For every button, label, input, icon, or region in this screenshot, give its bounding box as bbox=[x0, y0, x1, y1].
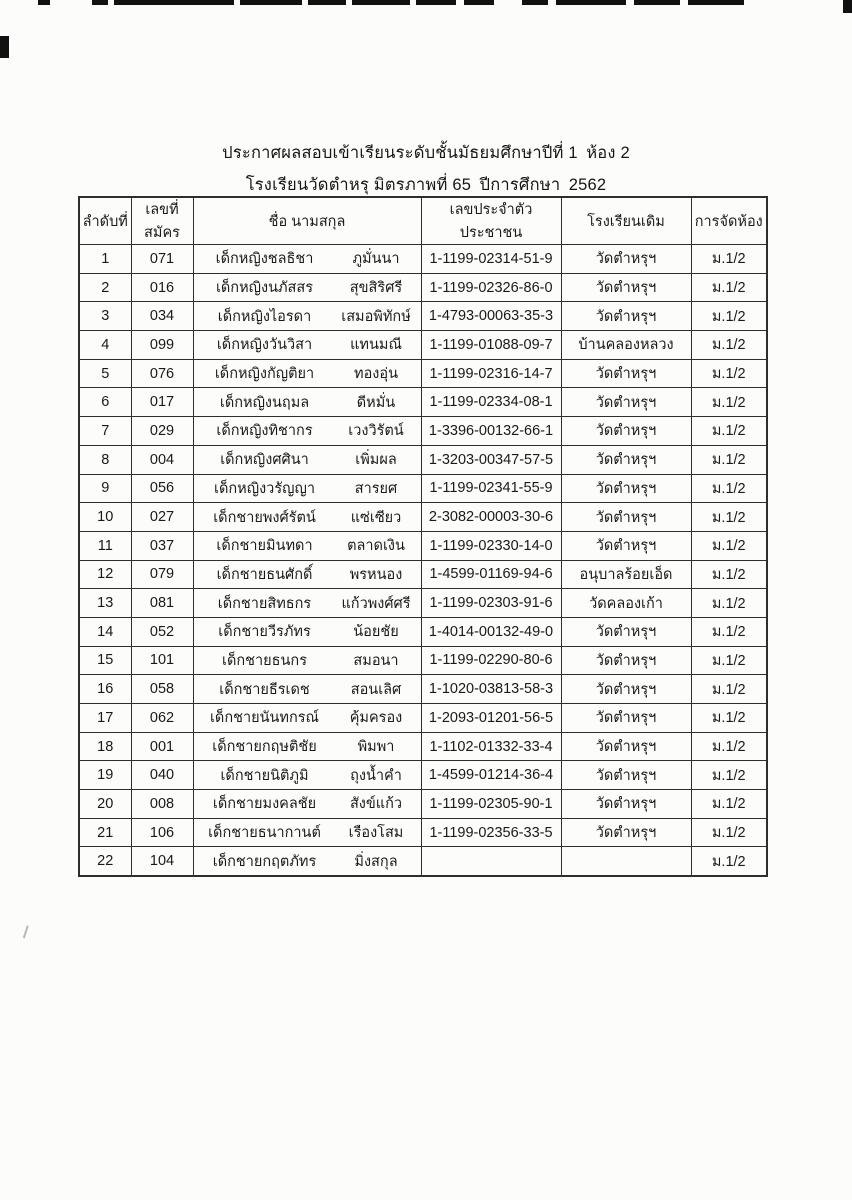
table-row bbox=[79, 302, 767, 331]
cell-full-name bbox=[193, 675, 421, 704]
cell-full-name bbox=[193, 617, 421, 646]
cell-last-name: แก้วพงศ์ศรี bbox=[341, 595, 411, 612]
cell-application-number: 016 bbox=[131, 273, 193, 302]
cell-room-assignment: ม.1/2 bbox=[691, 302, 767, 331]
cell-citizen-id: 1-1199-02305-90-1 bbox=[421, 790, 561, 819]
cell-order-number: 6 bbox=[79, 388, 131, 417]
table-row bbox=[79, 818, 767, 847]
cell-full-name bbox=[193, 818, 421, 847]
cell-full-name bbox=[193, 417, 421, 446]
cell-room-assignment: ม.1/2 bbox=[691, 388, 767, 417]
cell-former-school: วัดตำหรุฯ bbox=[561, 417, 691, 446]
cell-last-name: สังข์แก้ว bbox=[349, 796, 403, 813]
table-header-row bbox=[79, 197, 767, 245]
cell-first-name: เด็กหญิงนฤมล bbox=[219, 394, 310, 411]
cell-full-name bbox=[193, 560, 421, 589]
cell-order-number: 9 bbox=[79, 474, 131, 503]
cell-citizen-id: 1-1199-02314-51-9 bbox=[421, 245, 561, 274]
cell-first-name: เด็กชายธนากานต์ bbox=[208, 825, 321, 842]
cell-former-school: วัดคลองเก้า bbox=[561, 589, 691, 618]
cell-former-school: วัดตำหรุฯ bbox=[561, 302, 691, 331]
cell-application-number: 034 bbox=[131, 302, 193, 331]
cell-citizen-id: 1-4599-01214-36-4 bbox=[421, 761, 561, 790]
page-title: ประกาศผลสอบเข้าเรียนระดับชั้นมัธยมศึกษาปีที่ 1 ห้อง 2 bbox=[222, 144, 630, 162]
cell-application-number: 099 bbox=[131, 331, 193, 360]
cell-last-name: ถุงน้ำคำ bbox=[350, 767, 402, 784]
pen-mark-artifact bbox=[14, 923, 28, 939]
column-header-application-number: เลขที่สมัคร bbox=[131, 197, 193, 245]
cell-room-assignment: ม.1/2 bbox=[691, 474, 767, 503]
cell-application-number: 017 bbox=[131, 388, 193, 417]
cell-first-name: เด็กชายพงศ์รัตน์ bbox=[213, 509, 316, 526]
cell-first-name: เด็กชายมินทดา bbox=[216, 538, 313, 555]
cell-last-name: ดีหมั่น bbox=[356, 394, 396, 411]
cell-order-number: 16 bbox=[79, 675, 131, 704]
cell-application-number: 058 bbox=[131, 675, 193, 704]
scan-artifact bbox=[352, 0, 410, 5]
cell-first-name: เด็กชายธนศักดิ์ bbox=[216, 566, 313, 583]
cell-order-number: 2 bbox=[79, 273, 131, 302]
cell-first-name: เด็กชายนันทกรณ์ bbox=[209, 710, 320, 727]
cell-first-name: เด็กชายกฤษติชัย bbox=[212, 739, 317, 756]
cell-application-number: 104 bbox=[131, 847, 193, 876]
cell-citizen-id: 1-1020-03813-58-3 bbox=[421, 675, 561, 704]
scan-artifact bbox=[843, 0, 852, 13]
cell-citizen-id: 1-1199-02330-14-0 bbox=[421, 531, 561, 560]
scan-artifact bbox=[522, 0, 548, 5]
cell-order-number: 14 bbox=[79, 617, 131, 646]
table-row bbox=[79, 417, 767, 446]
cell-first-name: เด็กหญิงนภัสสร bbox=[215, 280, 314, 297]
cell-room-assignment: ม.1/2 bbox=[691, 646, 767, 675]
scan-artifact bbox=[416, 0, 456, 5]
cell-citizen-id: 1-1199-01088-09-7 bbox=[421, 331, 561, 360]
cell-citizen-id: 1-4793-00063-35-3 bbox=[421, 302, 561, 331]
cell-order-number: 17 bbox=[79, 704, 131, 733]
table-row bbox=[79, 761, 767, 790]
cell-full-name bbox=[193, 589, 421, 618]
cell-former-school: วัดตำหรุฯ bbox=[561, 732, 691, 761]
cell-order-number: 15 bbox=[79, 646, 131, 675]
cell-application-number: 008 bbox=[131, 790, 193, 819]
cell-application-number: 052 bbox=[131, 617, 193, 646]
table-row bbox=[79, 503, 767, 532]
cell-full-name bbox=[193, 474, 421, 503]
cell-former-school: วัดตำหรุฯ bbox=[561, 273, 691, 302]
cell-full-name bbox=[193, 732, 421, 761]
cell-application-number: 027 bbox=[131, 503, 193, 532]
cell-first-name: เด็กหญิงทิชากร bbox=[216, 423, 313, 440]
cell-first-name: เด็กชายกฤตภัทร bbox=[212, 853, 317, 870]
cell-former-school: วัดตำหรุฯ bbox=[561, 503, 691, 532]
cell-last-name: สุขสิริศรี bbox=[349, 280, 403, 297]
cell-last-name: เพิ่มผล bbox=[355, 452, 397, 469]
cell-citizen-id: 1-3203-00347-57-5 bbox=[421, 445, 561, 474]
cell-room-assignment: ม.1/2 bbox=[691, 761, 767, 790]
scan-artifact bbox=[92, 0, 108, 5]
cell-last-name: สมอนา bbox=[353, 652, 399, 669]
table-row bbox=[79, 675, 767, 704]
cell-last-name: แซ่เซียว bbox=[350, 509, 402, 526]
cell-last-name: ภูมั่นนา bbox=[352, 251, 400, 268]
cell-last-name: เวงวิรัตน์ bbox=[348, 423, 404, 440]
column-header-full-name: ชื่อ นามสกุล bbox=[193, 197, 421, 245]
table-row bbox=[79, 245, 767, 274]
cell-last-name: ตลาดเงิน bbox=[347, 538, 405, 555]
cell-last-name: พรหนอง bbox=[349, 566, 403, 583]
cell-citizen-id: 1-1199-02303-91-6 bbox=[421, 589, 561, 618]
cell-former-school: วัดตำหรุฯ bbox=[561, 531, 691, 560]
scan-artifact bbox=[0, 36, 9, 58]
cell-room-assignment: ม.1/2 bbox=[691, 273, 767, 302]
cell-room-assignment: ม.1/2 bbox=[691, 589, 767, 618]
cell-application-number: 076 bbox=[131, 359, 193, 388]
cell-application-number: 062 bbox=[131, 704, 193, 733]
scan-artifact bbox=[556, 0, 626, 5]
cell-full-name bbox=[193, 331, 421, 360]
cell-room-assignment: ม.1/2 bbox=[691, 617, 767, 646]
cell-order-number: 5 bbox=[79, 359, 131, 388]
cell-first-name: เด็กชายสิทธกร bbox=[217, 595, 312, 612]
cell-first-name: เด็กชายธีรเดช bbox=[219, 681, 310, 698]
cell-order-number: 1 bbox=[79, 245, 131, 274]
cell-application-number: 001 bbox=[131, 732, 193, 761]
cell-last-name: เรืองโสม bbox=[348, 825, 404, 842]
cell-order-number: 12 bbox=[79, 560, 131, 589]
cell-citizen-id: 1-3396-00132-66-1 bbox=[421, 417, 561, 446]
scan-artifact bbox=[464, 0, 494, 5]
cell-application-number: 106 bbox=[131, 818, 193, 847]
cell-application-number: 056 bbox=[131, 474, 193, 503]
cell-citizen-id: 1-1199-02326-86-0 bbox=[421, 273, 561, 302]
cell-full-name bbox=[193, 790, 421, 819]
student-results-table bbox=[78, 196, 768, 877]
cell-order-number: 18 bbox=[79, 732, 131, 761]
scan-artifact bbox=[240, 0, 302, 5]
cell-full-name bbox=[193, 503, 421, 532]
cell-room-assignment: ม.1/2 bbox=[691, 790, 767, 819]
table-row bbox=[79, 560, 767, 589]
cell-citizen-id: 1-1199-02356-33-5 bbox=[421, 818, 561, 847]
cell-room-assignment: ม.1/2 bbox=[691, 331, 767, 360]
cell-last-name: สารยศ bbox=[354, 480, 398, 497]
cell-application-number: 040 bbox=[131, 761, 193, 790]
cell-citizen-id: 1-2093-01201-56-5 bbox=[421, 704, 561, 733]
cell-order-number: 4 bbox=[79, 331, 131, 360]
cell-former-school: อนุบาลร้อยเอ็ด bbox=[561, 560, 691, 589]
scan-artifact bbox=[308, 0, 346, 5]
table-row bbox=[79, 704, 767, 733]
table-row bbox=[79, 531, 767, 560]
cell-last-name: แทนมณี bbox=[350, 337, 402, 354]
table-row bbox=[79, 847, 767, 876]
cell-order-number: 8 bbox=[79, 445, 131, 474]
cell-former-school: วัดตำหรุฯ bbox=[561, 359, 691, 388]
table-row bbox=[79, 474, 767, 503]
cell-application-number: 079 bbox=[131, 560, 193, 589]
cell-order-number: 22 bbox=[79, 847, 131, 876]
cell-order-number: 19 bbox=[79, 761, 131, 790]
cell-room-assignment: ม.1/2 bbox=[691, 732, 767, 761]
cell-citizen-id: 1-1199-02334-08-1 bbox=[421, 388, 561, 417]
cell-last-name: ทองอุ่น bbox=[354, 366, 398, 383]
cell-citizen-id: 1-4599-01169-94-6 bbox=[421, 560, 561, 589]
table-row bbox=[79, 589, 767, 618]
cell-room-assignment: ม.1/2 bbox=[691, 245, 767, 274]
table-row bbox=[79, 617, 767, 646]
cell-last-name: น้อยชัย bbox=[353, 624, 399, 641]
cell-citizen-id: 2-3082-00003-30-6 bbox=[421, 503, 561, 532]
cell-former-school: วัดตำหรุฯ bbox=[561, 704, 691, 733]
cell-last-name: มิ่งสกุล bbox=[354, 853, 398, 870]
cell-full-name bbox=[193, 646, 421, 675]
scan-artifact bbox=[38, 0, 50, 5]
cell-last-name: เสมอพิทักษ์ bbox=[341, 308, 411, 325]
cell-first-name: เด็กหญิงกัญติยา bbox=[214, 366, 315, 383]
cell-citizen-id: 1-1199-02290-80-6 bbox=[421, 646, 561, 675]
cell-citizen-id: 1-1199-02341-55-9 bbox=[421, 474, 561, 503]
cell-application-number: 101 bbox=[131, 646, 193, 675]
scan-artifact bbox=[688, 0, 744, 5]
cell-first-name: เด็กหญิงวันวิสา bbox=[216, 337, 313, 354]
scan-artifact bbox=[634, 0, 680, 5]
cell-room-assignment: ม.1/2 bbox=[691, 675, 767, 704]
scan-artifact bbox=[114, 0, 234, 5]
cell-first-name: เด็กชายวีรภัทร bbox=[218, 624, 311, 641]
column-header-order-number: ลำดับที่ bbox=[79, 197, 131, 245]
cell-citizen-id: 1-4014-00132-49-0 bbox=[421, 617, 561, 646]
cell-full-name bbox=[193, 531, 421, 560]
column-header-citizen-id: เลขประจำตัวประชาชน bbox=[421, 197, 561, 245]
cell-citizen-id: 1-1199-02316-14-7 bbox=[421, 359, 561, 388]
cell-last-name: สอนเลิศ bbox=[350, 681, 402, 698]
table-row bbox=[79, 790, 767, 819]
cell-order-number: 21 bbox=[79, 818, 131, 847]
table-row bbox=[79, 359, 767, 388]
cell-former-school: บ้านคลองหลวง bbox=[561, 331, 691, 360]
cell-former-school: วัดตำหรุฯ bbox=[561, 245, 691, 274]
cell-full-name bbox=[193, 445, 421, 474]
cell-first-name: เด็กหญิงชลธิชา bbox=[215, 251, 314, 268]
cell-room-assignment: ม.1/2 bbox=[691, 560, 767, 589]
cell-last-name: พิมพา bbox=[357, 739, 395, 756]
cell-citizen-id: 1-1102-01332-33-4 bbox=[421, 732, 561, 761]
cell-order-number: 20 bbox=[79, 790, 131, 819]
cell-room-assignment: ม.1/2 bbox=[691, 531, 767, 560]
cell-application-number: 037 bbox=[131, 531, 193, 560]
column-header-room-assignment: การจัดห้อง bbox=[691, 197, 767, 245]
table-row bbox=[79, 732, 767, 761]
table-row bbox=[79, 273, 767, 302]
cell-full-name bbox=[193, 302, 421, 331]
page-subtitle: โรงเรียนวัดตำหรุ มิตรภาพที่ 65 ปีการศึกษา 2562 bbox=[245, 176, 607, 194]
cell-room-assignment: ม.1/2 bbox=[691, 445, 767, 474]
cell-citizen-id bbox=[421, 847, 561, 876]
cell-application-number: 004 bbox=[131, 445, 193, 474]
cell-full-name bbox=[193, 273, 421, 302]
cell-former-school: วัดตำหรุฯ bbox=[561, 761, 691, 790]
cell-first-name: เด็กชายมงคลชัย bbox=[212, 796, 317, 813]
cell-full-name bbox=[193, 847, 421, 876]
cell-application-number: 029 bbox=[131, 417, 193, 446]
cell-first-name: เด็กชายธนกร bbox=[222, 652, 307, 669]
cell-full-name bbox=[193, 704, 421, 733]
cell-first-name: เด็กหญิงวรัญญา bbox=[214, 480, 315, 497]
cell-order-number: 7 bbox=[79, 417, 131, 446]
cell-full-name bbox=[193, 388, 421, 417]
cell-former-school: วัดตำหรุฯ bbox=[561, 617, 691, 646]
table-row bbox=[79, 646, 767, 675]
cell-application-number: 071 bbox=[131, 245, 193, 274]
cell-full-name bbox=[193, 761, 421, 790]
cell-order-number: 3 bbox=[79, 302, 131, 331]
cell-room-assignment: ม.1/2 bbox=[691, 847, 767, 876]
cell-room-assignment: ม.1/2 bbox=[691, 417, 767, 446]
cell-former-school: วัดตำหรุฯ bbox=[561, 388, 691, 417]
cell-first-name: เด็กชายนิติภูมิ bbox=[220, 767, 309, 784]
cell-former-school: วัดตำหรุฯ bbox=[561, 474, 691, 503]
cell-order-number: 11 bbox=[79, 531, 131, 560]
table-row bbox=[79, 331, 767, 360]
cell-former-school bbox=[561, 847, 691, 876]
cell-full-name bbox=[193, 359, 421, 388]
cell-full-name bbox=[193, 245, 421, 274]
cell-room-assignment: ม.1/2 bbox=[691, 359, 767, 388]
cell-last-name: คุ้มครอง bbox=[349, 710, 403, 727]
cell-room-assignment: ม.1/2 bbox=[691, 704, 767, 733]
cell-former-school: วัดตำหรุฯ bbox=[561, 646, 691, 675]
cell-former-school: วัดตำหรุฯ bbox=[561, 675, 691, 704]
table-row bbox=[79, 445, 767, 474]
cell-former-school: วัดตำหรุฯ bbox=[561, 818, 691, 847]
table-row bbox=[79, 388, 767, 417]
cell-application-number: 081 bbox=[131, 589, 193, 618]
cell-order-number: 10 bbox=[79, 503, 131, 532]
cell-first-name: เด็กหญิงศศินา bbox=[220, 452, 309, 469]
cell-former-school: วัดตำหรุฯ bbox=[561, 445, 691, 474]
cell-former-school: วัดตำหรุฯ bbox=[561, 790, 691, 819]
cell-room-assignment: ม.1/2 bbox=[691, 818, 767, 847]
cell-first-name: เด็กหญิงไอรดา bbox=[217, 308, 312, 325]
column-header-former-school: โรงเรียนเดิม bbox=[561, 197, 691, 245]
cell-order-number: 13 bbox=[79, 589, 131, 618]
cell-room-assignment: ม.1/2 bbox=[691, 503, 767, 532]
